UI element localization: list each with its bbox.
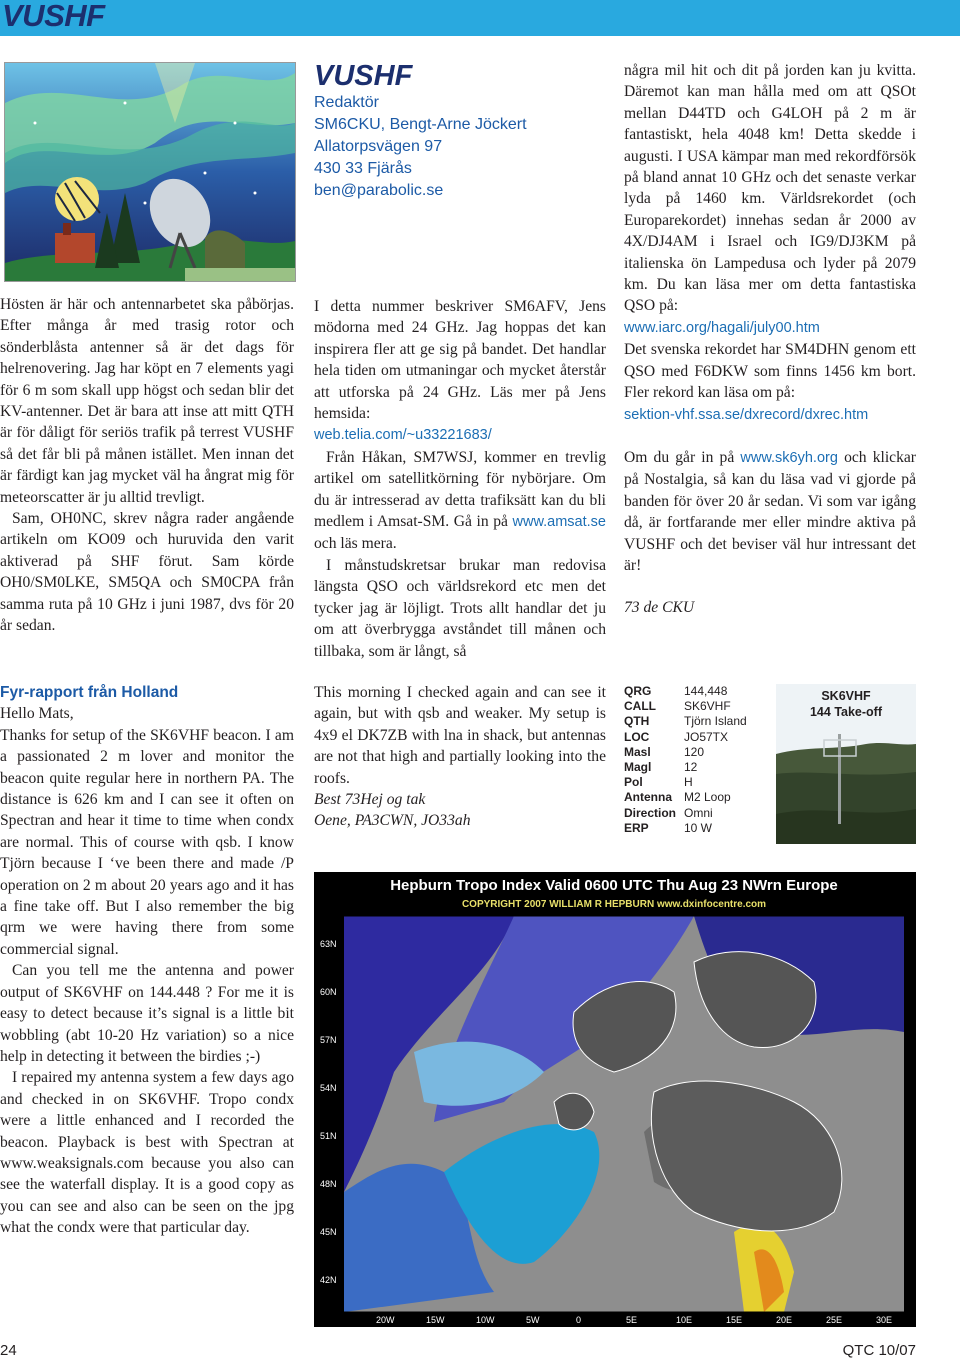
- photo-subtitle: 144 Take-off: [809, 705, 882, 719]
- link-sk6yh[interactable]: www.sk6yh.org: [740, 449, 838, 466]
- paragraph: Best 73Hej og tak: [314, 791, 426, 809]
- link-ssa[interactable]: sektion-vhf.ssa.se/dxrecord/dxrec.htm: [624, 406, 869, 423]
- link-jens[interactable]: web.telia.com/~u33221683/: [314, 427, 492, 444]
- beacon-photo: [776, 684, 916, 844]
- map-lat-label: 51N: [320, 1131, 337, 1141]
- editor-info: [314, 60, 614, 202]
- map-lon-label: 0: [576, 1315, 582, 1325]
- beacon-value: Omni: [684, 805, 713, 820]
- beacon-table: [624, 684, 769, 836]
- beacon-key: ERP: [624, 820, 649, 835]
- paragraph: I månstudskretsar brukar man redovisa längsta QSO och världsrekord etc men det tycker jag är löjligt. Trots allt handlar det ju om att överbrygga avståndet till månen och tillbaka, som är långt, så: [314, 556, 606, 660]
- beacon-key: QTH: [624, 714, 650, 729]
- paragraph: Det svenska rekordet har SM4DHN genom ett QSO med F6DKW som finns 1456 km bort. Fler rekord kan läsa om på:: [624, 341, 916, 402]
- header-bar: [0, 0, 960, 36]
- beacon-table-row: [624, 714, 769, 729]
- beacon-key: Antenna: [624, 790, 672, 805]
- map-lon-label: 30E: [876, 1315, 893, 1325]
- map-lon-label: 15W: [426, 1315, 445, 1325]
- column-1-upper: [0, 294, 294, 637]
- beacon-table-row: [624, 745, 769, 760]
- paragraph: Can you tell me the antenna and power output of SK6VHF on 144.448 ? For me it is easy to detect because it’s signal is a little bit wobbling (abt 10-20 Hz variation) so a nice help in detecting it between the birdies ;-): [0, 962, 294, 1065]
- map-lon-label: 15E: [726, 1315, 743, 1325]
- link-iarc[interactable]: www.iarc.org/hagali/july00.htm: [624, 319, 820, 336]
- beacon-table-row: [624, 806, 769, 821]
- beacon-table-row: [624, 760, 769, 775]
- beacon-key: Direction: [624, 805, 677, 820]
- page-number: 24: [0, 1342, 17, 1359]
- section-title: VUSHF: [2, 0, 105, 33]
- beacon-key: LOC: [624, 729, 650, 744]
- map-lat-label: 48N: [320, 1179, 337, 1189]
- map-lon-label: 5W: [526, 1315, 540, 1325]
- beacon-value: 10 W: [684, 820, 713, 835]
- editor-email[interactable]: ben@parabolic.se: [314, 182, 444, 199]
- link-amsat[interactable]: www.amsat.se: [512, 514, 606, 531]
- map-lon-label: 20E: [776, 1315, 793, 1325]
- aurora-illustration: [4, 62, 296, 282]
- paragraph: Oene, PA3CWN, JO33ah: [314, 812, 471, 830]
- map-lat-label: 57N: [320, 1035, 337, 1045]
- beacon-table-row: [624, 790, 769, 805]
- paragraph: Om du går in på www.sk6yh.org och klickar på Nostalgia, så kan du läsa vad vi gjorde på banden för över 20 år sedan. Vi som var igång då, är fortfarande mer eller mindre aktiva på VUSHF och det beviser väl hur intressant det är!: [624, 448, 916, 574]
- map-lat-label: 54N: [320, 1083, 337, 1093]
- beacon-value: 12: [684, 760, 698, 775]
- paragraph: I repaired my antenna system a few days ago and checked in on SK6VHF. Tropo condx were a little enhanced and I recorded the beacon. Playback is best with Spectran at www.weaksignals.com because you also can see the waterfall display. It is a good copy as you can see and also can be seen on the jpg what the condx were that particular day.: [0, 1069, 294, 1237]
- article-heading: Fyr-rapport från Holland: [0, 684, 179, 701]
- editor-name: SM6CKU, Bengt-Arne Jöckert: [314, 116, 527, 133]
- paragraph: Hösten är här och antennarbetet ska påbörjas. Efter många år med trasig rotor och sönderblåsta antenner så är det dags för helrenovering. Jag har köpt en 7 elements yagi för 6 m som skall upp högst och sedan blir det KV-antenner. Det är bara att inse att mitt QTH är för dåligt för seriös trafik på terrest VUSHF så det får bli på månen istället. Men innan det är färdigt kan jag mycket väl ha ångrat mig för meteorscatter är ju alltid trevligt.: [0, 296, 294, 506]
- paragraph: Thanks for setup of the SK6VHF beacon. I am a passionated 2 m lover and monitor the beacon quite regular here in northern PA. The distance is 626 km and I can see it often on Spectran and hear it time to time when condx are normal. This of course with qsb. I know Tjörn because I ‘ve been there and made /P operation on 2 m about 20 years ago and it has a fine take off. But I also remember the big qrm we were having there from some commercial signal.: [0, 726, 294, 958]
- beacon-key: QRG: [624, 684, 652, 698]
- map-lat-label: 63N: [320, 939, 337, 949]
- beacon-value: Tjörn Island: [684, 714, 747, 729]
- paragraph: Från Håkan, SM7WSJ, kommer en trevlig artikel om satellitkörning för nybörjare. Om du är intresserad av detta trafiksätt kan du bli medlem i Amsat-SM. Gå in på www.amsat.se och läs mera.: [314, 448, 606, 553]
- editor-title: VUSHF: [314, 60, 413, 92]
- beacon-key: CALL: [624, 699, 656, 714]
- map-lon-label: 10E: [676, 1315, 693, 1325]
- beacon-key: Pol: [624, 775, 643, 790]
- paragraph: I detta nummer beskriver SM6AFV, Jens mödorna med 24 GHz. Jag hoppas det kan inspirera fler att ge sig på bandet. Det handlar hela tiden om utmaningar och mycket återstår att utforska på 24 GHz. Läs mer på Jens hemsida:: [314, 298, 606, 423]
- paragraph: This morning I checked again and can see it again, but with qsb and weaker. My setup is 4x9 el DK7ZB with lna in shack, but antennas are not that high and partially looking into the roofs.: [314, 684, 606, 787]
- beacon-table-row: [624, 730, 769, 745]
- beacon-value: M2 Loop: [684, 790, 731, 805]
- beacon-value: 120: [684, 744, 705, 759]
- editor-city: 430 33 Fjärås: [314, 160, 412, 177]
- beacon-table-row: [624, 699, 769, 714]
- issue-label: QTC 10/07: [842, 1342, 916, 1359]
- map-lat-label: 60N: [320, 987, 337, 997]
- map-lat-label: 42N: [320, 1275, 337, 1285]
- paragraph: Hello Mats,: [0, 705, 74, 723]
- map-lat-label: 45N: [320, 1227, 337, 1237]
- map-title: Hepburn Tropo Index Valid 0600 UTC Thu Aug 23 NWrn Europe: [390, 877, 838, 894]
- editor-role: Redaktör: [314, 94, 379, 111]
- map-lon-label: 10W: [476, 1315, 495, 1325]
- editor-address: Allatorpsvägen 97: [314, 138, 443, 155]
- beacon-value: SK6VHF: [684, 699, 731, 714]
- column-2-lower: [314, 682, 606, 832]
- map-lon-label: 20W: [376, 1315, 395, 1325]
- map-subtitle: COPYRIGHT 2007 WILLIAM R HEPBURN www.dxinfocentre.com: [461, 899, 767, 910]
- paragraph: några mil hit och dit på jorden kan ju kvitta. Däremot kan man hålla med om att QSOt mellan D44TD och G4LOH på 2 m är fantastiskt, hela 4048 km! Detta skedde i augusti. I USA kämpar man med rekordförsök på bland annat 10 GHz och det senaste verkar lyda på 1460 km. Världsrekordet (och Europarekordet) innehas sedan år 2000 av 4X/DJ4AM i Israel och IG9/DJ3KM på italienska ön Lampedusa och lyder på 2079 km. Du kan läsa mer om detta fantastiska QSO på:: [624, 62, 916, 315]
- photo-title: SK6VHF: [821, 689, 871, 703]
- map-lon-label: 25E: [826, 1315, 843, 1325]
- column-3: [624, 60, 916, 619]
- column-1-lower: [0, 682, 294, 1239]
- map-lon-label: 5E: [626, 1315, 638, 1325]
- beacon-value: 144,448: [684, 684, 728, 698]
- signature: 73 de CKU: [624, 599, 695, 617]
- beacon-value: JO57TX: [684, 729, 729, 744]
- beacon-table-row: [624, 684, 769, 699]
- beacon-value: H: [684, 775, 693, 790]
- beacon-table-row: [624, 821, 769, 836]
- beacon-key: Magl: [624, 760, 652, 775]
- column-2-upper: [314, 296, 606, 662]
- beacon-table-row: [624, 775, 769, 790]
- paragraph: Sam, OH0NC, skrev några rader angående artikeln om KO09 och huruvida den varit aktiverad på SHF förut. Sam körde OH0/SM0LKE, SM5QA och SM0CPA från samma ruta på 10 GHz i juni 1987, dvs för 20 år sedan.: [0, 510, 294, 635]
- beacon-key: Masl: [624, 744, 651, 759]
- tropo-map: [314, 872, 916, 1327]
